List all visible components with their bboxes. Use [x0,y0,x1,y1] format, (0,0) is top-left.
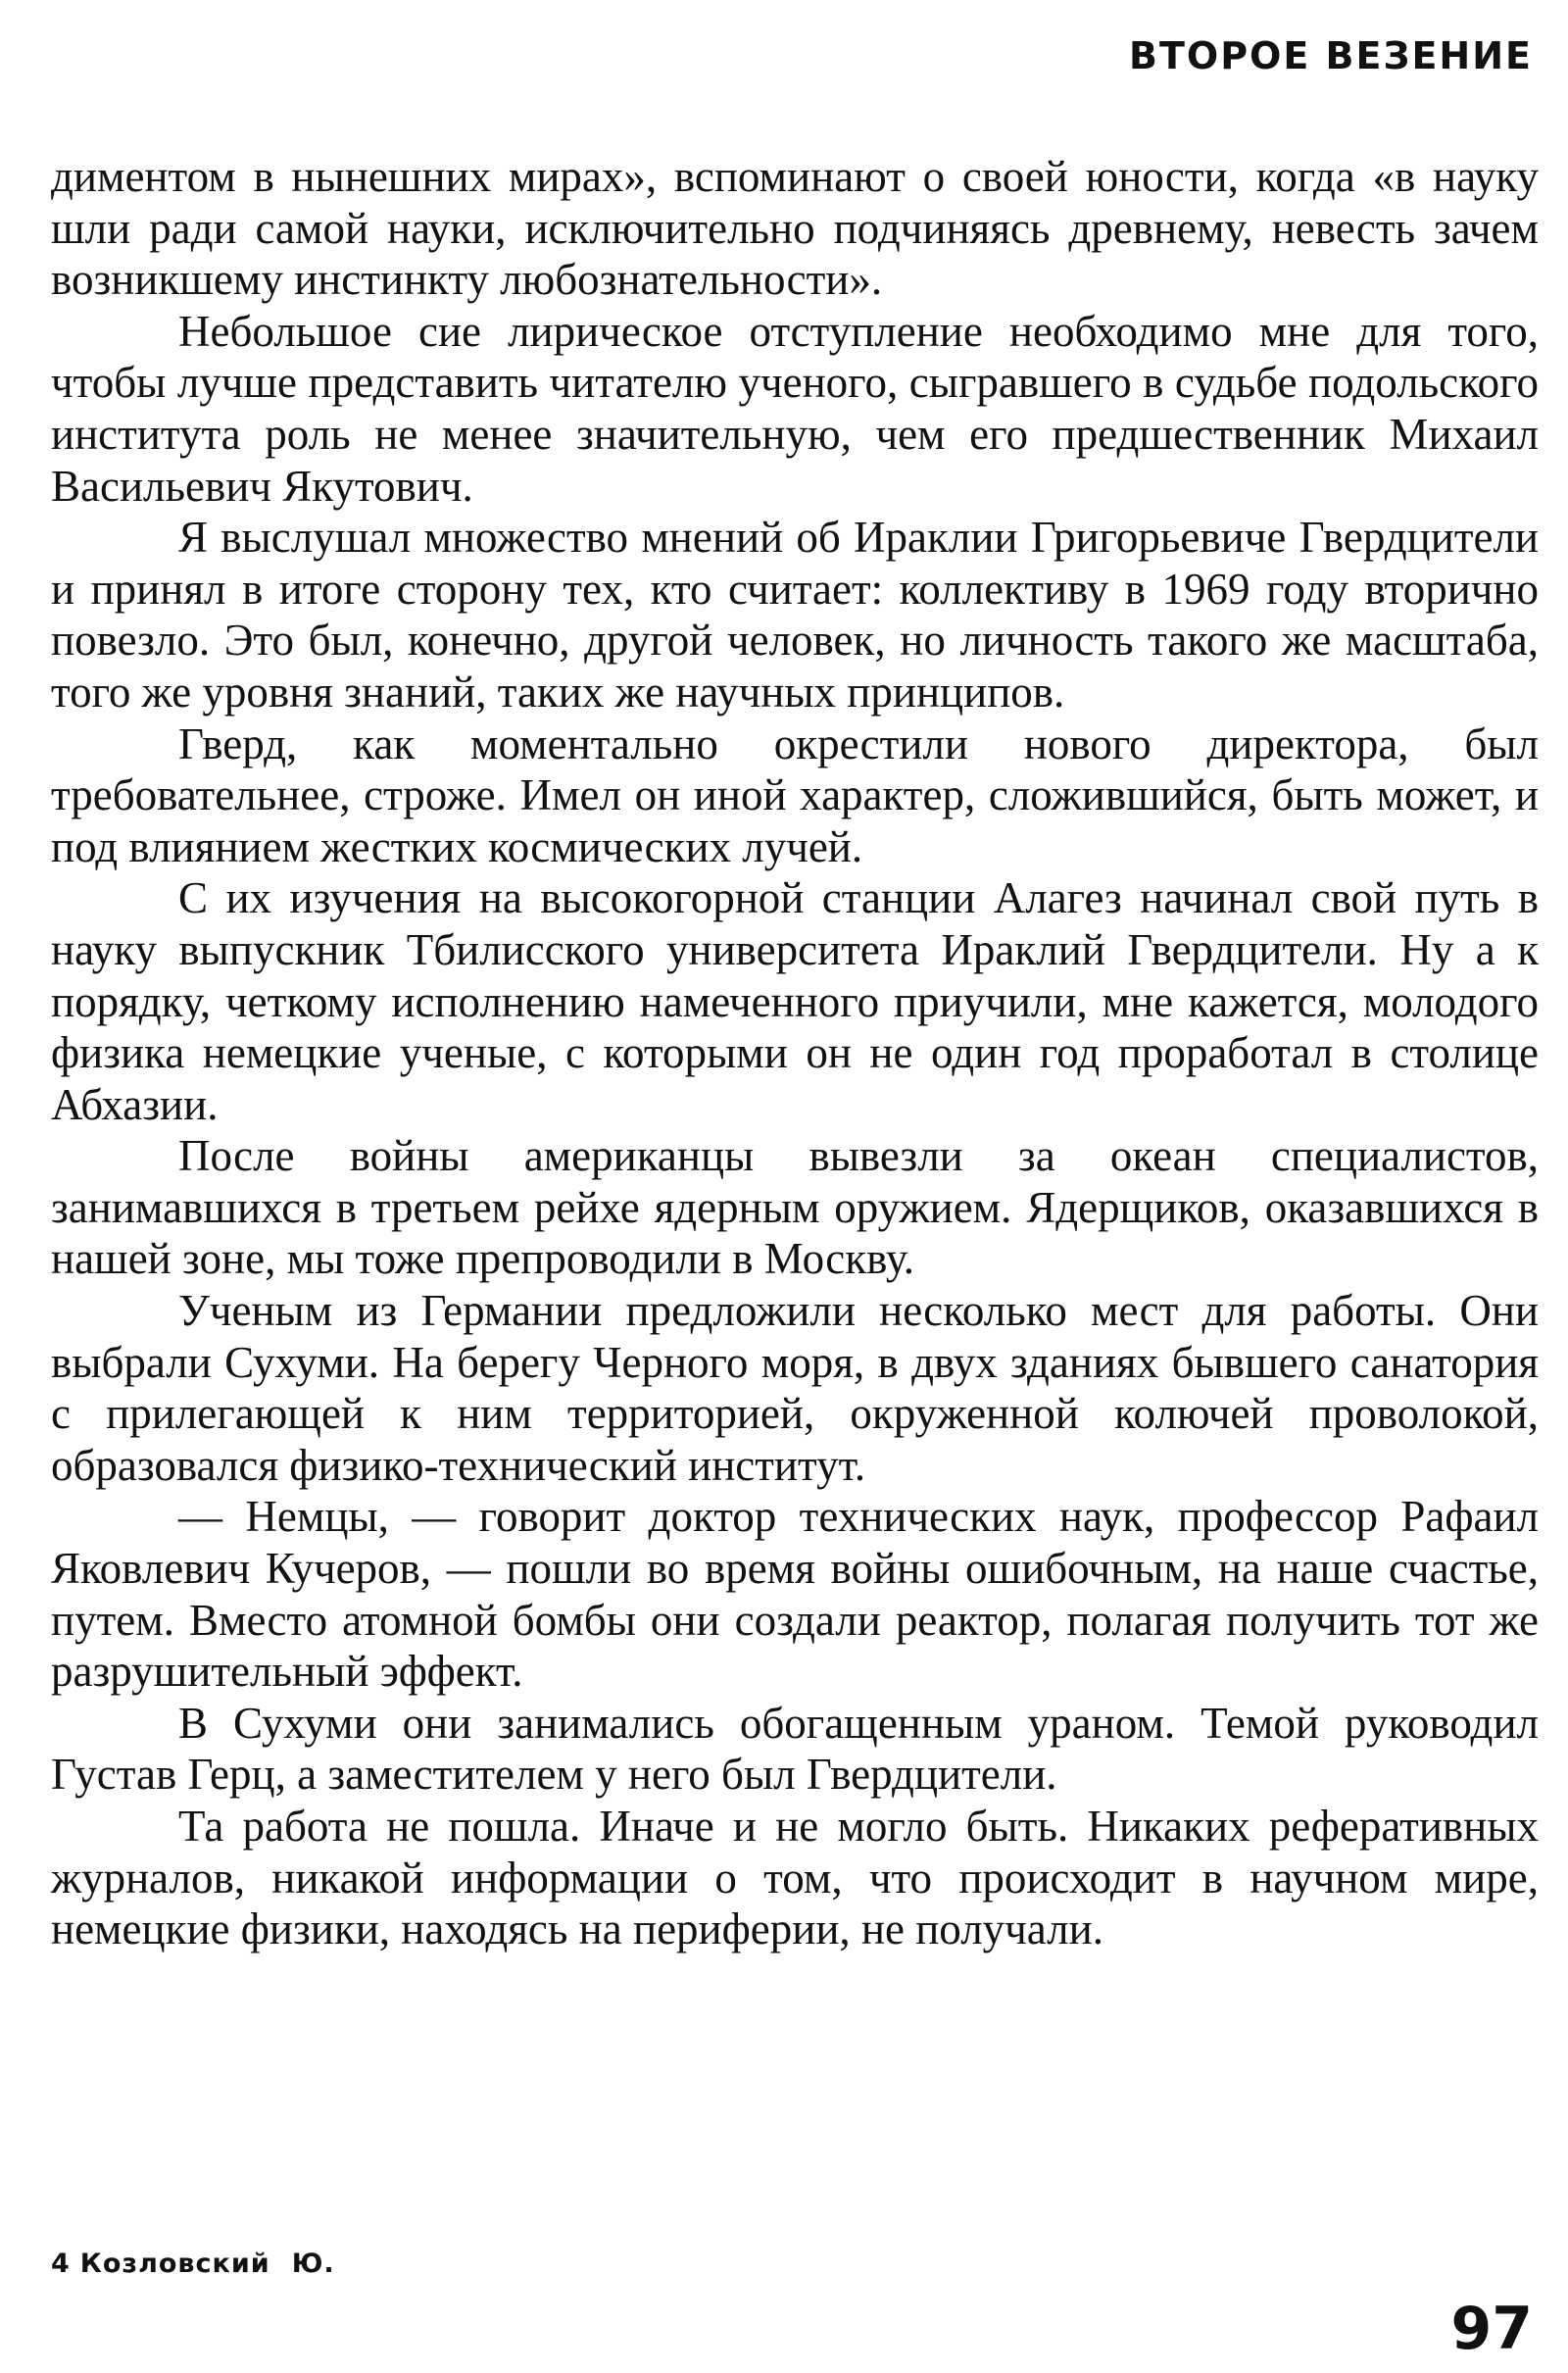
paragraph-4: Гверд, как моментально окрестили нового директора, был требовательнее, строже. Имел он иной характер, сложившийся, быть может, и под влиянием жестких космических лучей. [51,718,1539,871]
paragraph-1: диментом в нынешних мирах», вспоминают о своей юности, когда «в науку шли ради самой науки, исключительно подчиняясь древнему, невесть зачем возникшему инстинкту любознательности». [51,152,1539,305]
paragraph-10: Та работа не пошла. Иначе и не могло быть. Никаких реферативных журналов, никакой информации о том, что происходит в научном мире, немецкие физики, находясь на периферии, не получали. [51,1802,1539,1954]
paragraph-3: Я выслушал множество мнений об Ираклии Григорьевиче Гвердцители и принял в итоге сторону тех, кто считает: коллективу в 1969 году вторично повезло. Это был, конечно, другой человек, но личность такого же масштаба, того же уровня знаний, таких же научных принципов. [51,513,1539,717]
signature-author: Козловский [79,2249,270,2279]
signature-number: 4 [51,2249,71,2279]
paragraph-8: — Немцы, — говорит доктор технических наук, профессор Рафаил Яковлевич Кучеров, — пошли во время войны ошибочным, на наше счастье, путем. Вместо атомной бомбы они создали реактор, полагая получить тот же разрушительный эффект. [51,1492,1539,1697]
paragraph-7: Ученым из Германии предложили несколько мест для работы. Они выбрали Сухуми. На берегу Черного моря, в двух зданиях бывшего санатория с прилегающей к ним территорией, окруженной колючей проволокой, образовался физико-технический институт. [51,1286,1539,1490]
paragraph-6: После войны американцы вывезли за океан специалистов, занимавшихся в третьем рейхе ядерным оружием. Ядерщиков, оказавшихся в нашей зоне, мы тоже препроводили в Москву. [51,1131,1539,1284]
body-text [51,151,1539,1955]
running-head: ВТОРОЕ ВЕЗЕНИЕ [1129,34,1533,77]
signature-initial: Ю. [291,2249,335,2279]
paragraph-9: В Сухуми они занимались обогащенным ураном. Темой руководил Густав Герц, а заместителем у него был Гвердцители. [51,1698,1539,1800]
printer-signature [51,2249,335,2279]
paragraph-2: Небольшое сие лирическое отступление необходимо мне для того, чтобы лучше представить читателю ученого, сыгравшего в судьбе подольского института роль не менее значительную, чем его предшественник Михаил Васильевич Якутович. [51,306,1539,511]
paragraph-5: С их изучения на высокогорной станции Алагез начинал свой путь в науку выпускник Тбилисского университета Ираклий Гвердцители. Ну а к порядку, четкому исполнению намеченного приучили, мне кажется, молодого физика немецкие ученые, с которыми он не один год проработал в столице Абхазии. [51,873,1539,1129]
page-number: 97 [1450,2295,1533,2363]
